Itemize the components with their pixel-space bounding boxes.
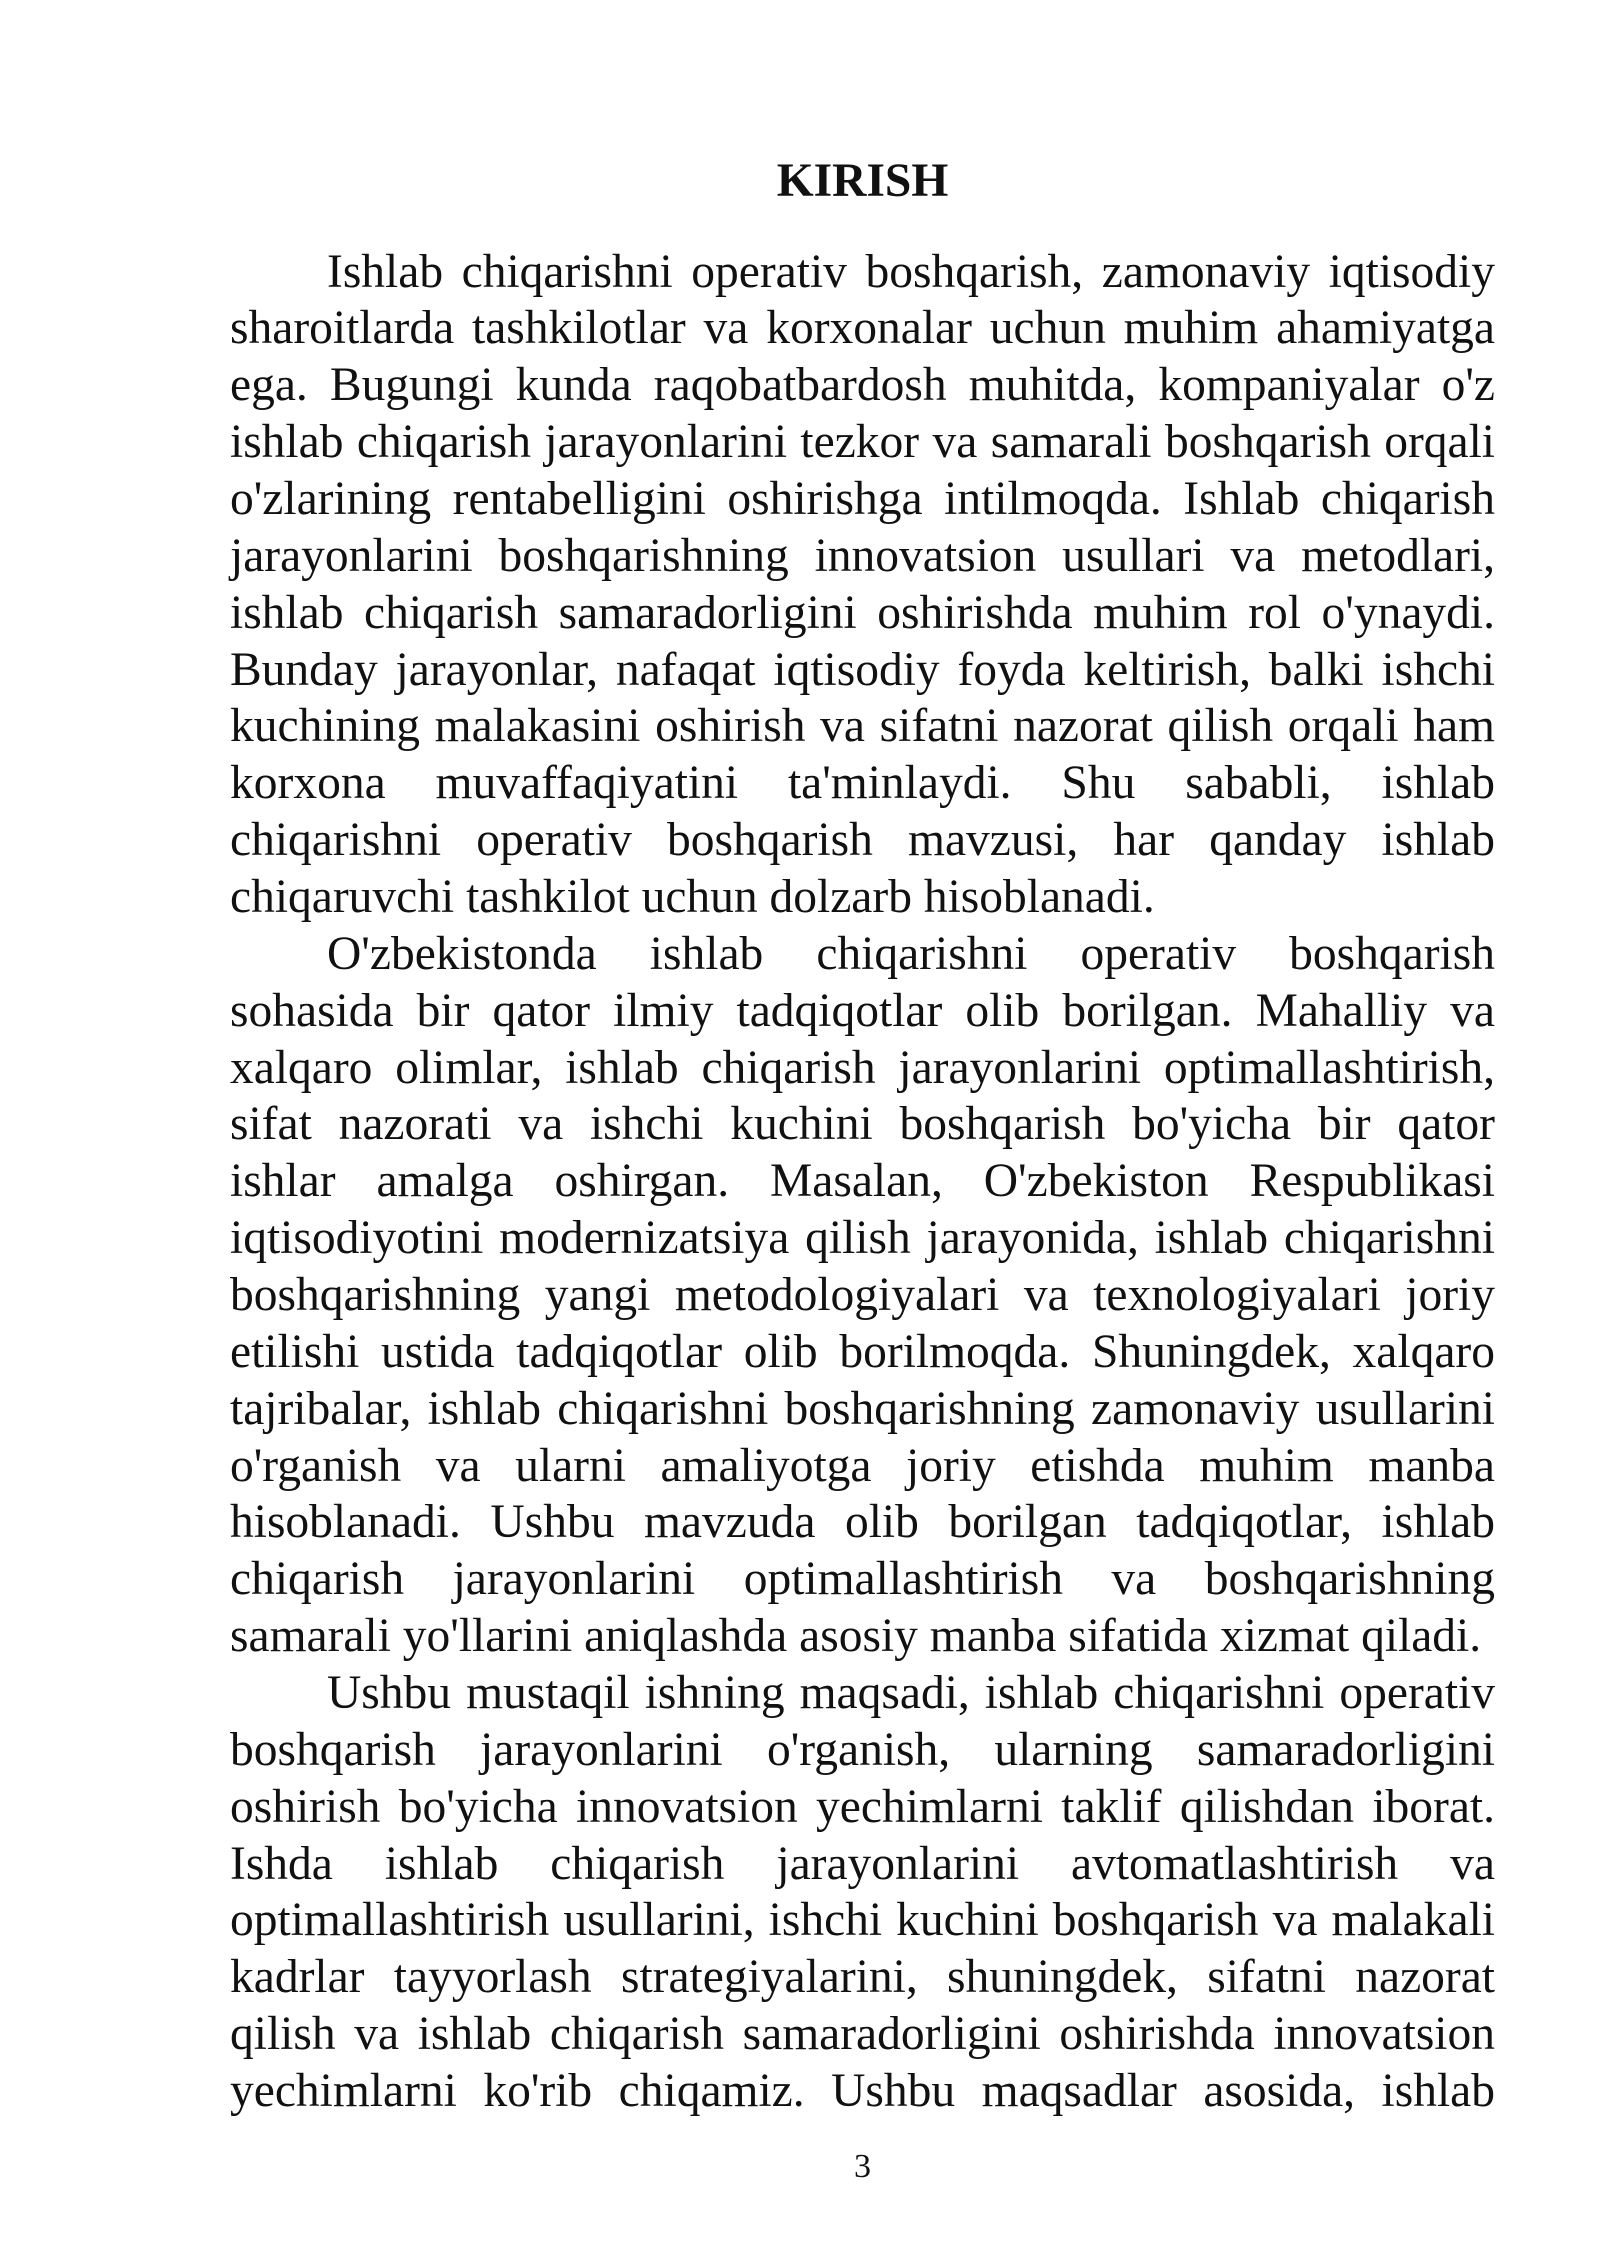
text-line: tajribalar, ishlab chiqarishni boshqarishning zamonaviy usullarini — [230, 1382, 1495, 1435]
text-line: ishlab chiqarish samaradorligini oshirishda muhim rol o'ynaydi. — [230, 586, 1495, 639]
text-line: chiqaruvchi tashkilot uchun dolzarb hisoblanadi. — [230, 870, 1155, 923]
text-line: sharoitlarda tashkilotlar va korxonalar uchun muhim ahamiyatga — [230, 302, 1495, 355]
text-line: Ushbu mustaqil ishning maqsadi, ishlab chiqarishni operativ — [327, 1666, 1495, 1719]
text-line: kuchining malakasini oshirish va sifatni nazorat qilish orqali ham — [230, 700, 1495, 753]
text-line: etilishi ustida tadqiqotlar olib borilmoqda. Shuningdek, xalqaro — [230, 1325, 1495, 1378]
text-line: oshirish bo'yicha innovatsion yechimlarni taklif qilishdan iborat. — [230, 1780, 1495, 1833]
text-line: o'rganish va ularni amaliyotga joriy etishda muhim manba — [230, 1439, 1495, 1492]
text-line: boshqarishning yangi metodologiyalari va texnologiyalari joriy — [230, 1268, 1495, 1321]
text-line: samarali yo'llarini aniqlashda asosiy manba sifatida xizmat qiladi. — [230, 1610, 1482, 1663]
body-text — [230, 244, 1495, 2120]
page-number: 3 — [854, 2148, 871, 2185]
paragraph-2 — [230, 926, 1495, 1665]
paragraph-1 — [230, 244, 1495, 926]
text-line: Bunday jarayonlar, nafaqat iqtisodiy foyda keltirish, balki ishchi — [230, 643, 1495, 696]
text-line: ishlar amalga oshirgan. Masalan, O'zbekiston Respublikasi — [230, 1155, 1495, 1208]
text-line: chiqarishni operativ boshqarish mavzusi, har qanday ishlab — [230, 814, 1495, 867]
text-line: yechimlarni ko'rib chiqamiz. Ushbu maqsadlar asosida, ishlab — [230, 2065, 1495, 2117]
text-line: iqtisodiyotini modernizatsiya qilish jarayonida, ishlab chiqarishni — [230, 1212, 1495, 1265]
text-line: xalqaro olimlar, ishlab chiqarish jarayonlarini optimallashtirish, — [230, 1041, 1495, 1094]
text-line: Ishda ishlab chiqarish jarayonlarini avtomatlashtirish va — [230, 1837, 1495, 1890]
text-line: Ishlab chiqarishni operativ boshqarish, zamonaviy iqtisodiy — [327, 245, 1495, 298]
text-line: ishlab chiqarish jarayonlarini tezkor va samarali boshqarish orqali — [230, 416, 1495, 469]
text-line: chiqarish jarayonlarini optimallashtirish va boshqarishning — [230, 1553, 1495, 1606]
text-line: boshqarish jarayonlarini o'rganish, ularning samaradorligini — [230, 1723, 1495, 1776]
text-line: O'zbekistonda ishlab chiqarishni operativ boshqarish — [327, 927, 1495, 980]
text-line: sohasida bir qator ilmiy tadqiqotlar olib borilgan. Mahalliy va — [230, 984, 1495, 1037]
text-line: optimallashtirish usullarini, ishchi kuchini boshqarish va malakali — [230, 1894, 1495, 1947]
text-line: ega. Bugungi kunda raqobatbardosh muhitda, kompaniyalar o'z — [230, 359, 1495, 412]
text-line: jarayonlarini boshqarishning innovatsion usullari va metodlari, — [230, 529, 1495, 582]
section-title: KIRISH — [776, 155, 949, 207]
text-line: kadrlar tayyorlash strategiyalarini, shuningdek, sifatni nazorat — [230, 1951, 1495, 2004]
text-line: o'zlarining rentabelligini oshirishga intilmoqda. Ishlab chiqarish — [230, 472, 1495, 525]
text-line: qilish va ishlab chiqarish samaradorligini oshirishda innovatsion — [230, 2008, 1495, 2061]
text-line: hisoblanadi. Ushbu mavzuda olib borilgan tadqiqotlar, ishlab — [230, 1496, 1495, 1549]
text-line: sifat nazorati va ishchi kuchini boshqarish bo'yicha bir qator — [230, 1098, 1495, 1151]
text-line: korxona muvaffaqiyatini ta'minlaydi. Shu sababli, ishlab — [230, 757, 1495, 810]
paragraph-3 — [230, 1665, 1495, 2120]
